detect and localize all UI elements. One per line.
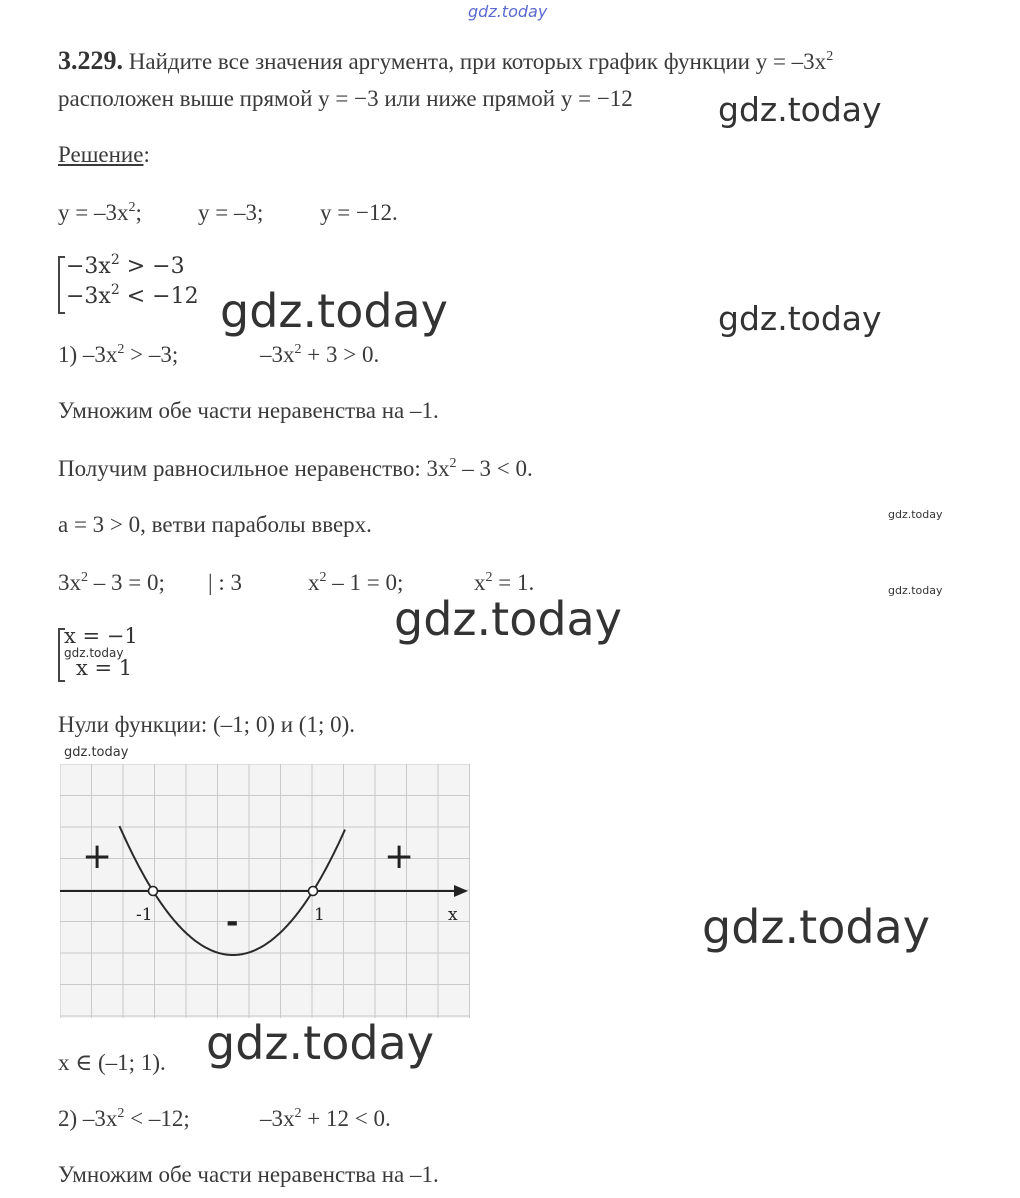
roots-a-exp: 2 bbox=[81, 570, 88, 585]
roots-c bbox=[308, 570, 403, 596]
watermark-6: gdz.today bbox=[394, 592, 622, 646]
answer-1: x ∈ (–1; 1). bbox=[58, 1050, 166, 1075]
equivalent-inequality bbox=[58, 456, 533, 482]
watermark-2: gdz.today bbox=[220, 284, 448, 338]
watermark-8: gdz.today bbox=[64, 745, 129, 760]
problem-number: 3.229. bbox=[58, 46, 123, 75]
problem-line-2: расположен выше прямой y = −3 или ниже прямой y = −12 bbox=[58, 86, 633, 111]
step2-b-tail: + 12 < 0. bbox=[301, 1106, 391, 1131]
multiply-1: Умножим обе части неравенства на –1. bbox=[58, 398, 439, 423]
sys1-l2-exp: 2 bbox=[110, 282, 120, 298]
eq-c: y = −12. bbox=[320, 200, 398, 225]
system2-line-1: x = −1 bbox=[64, 624, 138, 648]
system1-line-1 bbox=[66, 254, 185, 279]
equations-line bbox=[58, 200, 142, 226]
eq-b: y = –3; bbox=[198, 200, 264, 225]
step1-a-exp: 2 bbox=[117, 342, 125, 357]
step2-b-exp: 2 bbox=[294, 1106, 302, 1121]
watermark-3: gdz.today bbox=[718, 299, 882, 338]
branches-line: a = 3 > 0, ветви параболы вверх. bbox=[58, 512, 372, 537]
watermark-5: gdz.today bbox=[888, 584, 943, 597]
sys1-l1-b: > −3 bbox=[119, 254, 185, 279]
roots-b: | : 3 bbox=[208, 570, 242, 595]
watermark-10: gdz.today bbox=[206, 1016, 434, 1070]
step2 bbox=[58, 1106, 190, 1132]
multiply-2: Умножим обе части неравенства на –1. bbox=[58, 1162, 439, 1187]
problem-text-1: Найдите все значения аргумента, при которых график функции y = –3x bbox=[128, 49, 827, 74]
solution-heading-label: Решение bbox=[58, 142, 144, 167]
step1-b-tail: + 3 > 0. bbox=[301, 342, 380, 367]
step2-a-text: 2) –3x bbox=[58, 1106, 118, 1131]
roots-a bbox=[58, 570, 165, 596]
step1-b-text: –3x bbox=[260, 342, 295, 367]
plus-right: + bbox=[384, 836, 415, 877]
watermark-top: gdz.today bbox=[468, 2, 548, 21]
equiv-b: – 3 < 0. bbox=[456, 456, 533, 481]
watermark-1: gdz.today bbox=[718, 90, 882, 129]
problem-exp: 2 bbox=[826, 49, 834, 64]
eq-a-tail: ; bbox=[135, 200, 142, 225]
zero-point-right bbox=[309, 887, 318, 896]
sys1-l2-b: < −12 bbox=[119, 284, 199, 309]
roots-d-text: x bbox=[474, 570, 486, 595]
roots-a-text: 3x bbox=[58, 570, 81, 595]
step2-b bbox=[260, 1106, 391, 1132]
roots-d-exp: 2 bbox=[485, 570, 493, 585]
label-x: x bbox=[448, 905, 458, 925]
step2-a-tail: < –12; bbox=[124, 1106, 190, 1131]
parabola-graph bbox=[60, 764, 470, 1018]
roots-c-text: x bbox=[308, 570, 320, 595]
sys1-l1-a: −3x bbox=[66, 254, 111, 279]
label-neg1: -1 bbox=[136, 905, 153, 925]
solution-heading bbox=[58, 142, 150, 168]
step1-a-text: 1) –3x bbox=[58, 342, 118, 367]
step1-b bbox=[260, 342, 379, 368]
sys1-l1-exp: 2 bbox=[110, 252, 120, 268]
equiv-a: Получим равносильное неравенство: 3x bbox=[58, 456, 450, 481]
eq-a: y = –3x bbox=[58, 200, 129, 225]
watermark-9: gdz.today bbox=[702, 900, 930, 954]
step2-a-exp: 2 bbox=[117, 1106, 125, 1121]
roots-d-tail: = 1. bbox=[492, 570, 535, 595]
label-1: 1 bbox=[314, 905, 325, 925]
watermark-4: gdz.today bbox=[888, 508, 943, 521]
step2-b-text: –3x bbox=[260, 1106, 295, 1131]
minus-sign: - bbox=[226, 905, 239, 940]
equiv-exp: 2 bbox=[449, 456, 457, 471]
problem-line-1 bbox=[58, 46, 833, 76]
roots-a-tail: – 3 = 0; bbox=[88, 570, 165, 595]
system2-line-2: x = 1 bbox=[76, 656, 133, 680]
sys1-l2-a: −3x bbox=[66, 284, 111, 309]
zeros-line: Нули функции: (–1; 0) и (1; 0). bbox=[58, 712, 355, 737]
watermark-7: gdz.today bbox=[64, 646, 124, 660]
step1-a-tail: > –3; bbox=[124, 342, 179, 367]
system1-line-2 bbox=[66, 284, 199, 309]
solution-heading-colon: : bbox=[143, 142, 150, 167]
step1-a bbox=[58, 342, 178, 368]
plus-left: + bbox=[82, 836, 113, 877]
roots-c-exp: 2 bbox=[319, 570, 327, 585]
eq-a-exp: 2 bbox=[128, 200, 136, 215]
step1-b-exp: 2 bbox=[294, 342, 302, 357]
zero-point-left bbox=[149, 887, 158, 896]
system1-bracket bbox=[58, 256, 65, 314]
roots-c-tail: – 1 = 0; bbox=[326, 570, 404, 595]
